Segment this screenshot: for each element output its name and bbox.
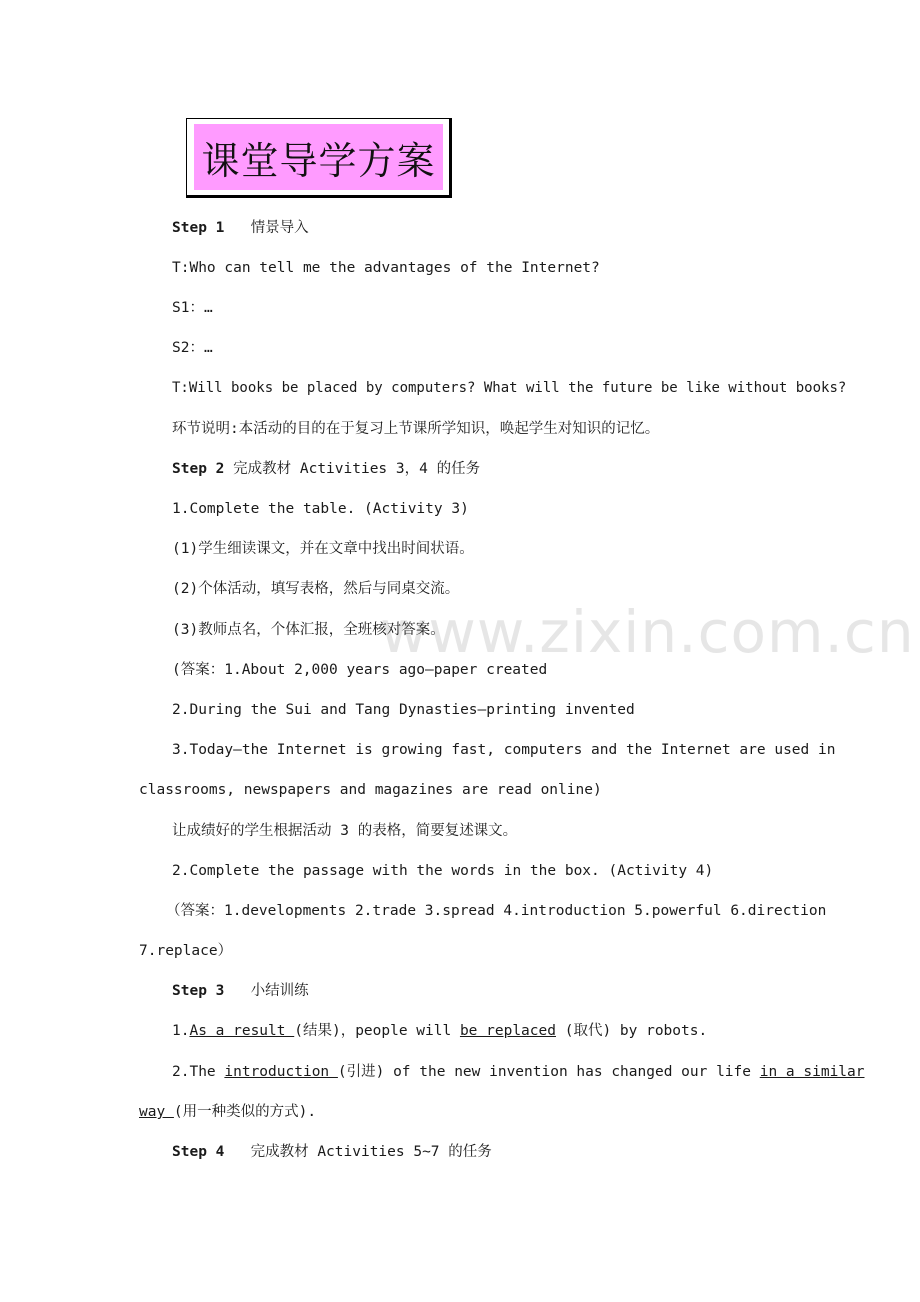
paragraph-line: (3)教师点名，个体汇报，全班核对答案。 <box>172 622 445 638</box>
exercise-2 <box>172 1062 865 1082</box>
step2-title: 完成教材 Activities 3，4 的任务 <box>233 461 481 477</box>
step4-title: 完成教材 Activities 5~7 的任务 <box>250 1144 492 1160</box>
step4-label: Step 4 <box>172 1144 225 1160</box>
answer-blank: introduction <box>224 1064 338 1080</box>
step2-label: Step 2 <box>172 461 225 477</box>
exercise-text: (结果)，people will <box>294 1023 460 1039</box>
paragraph-line: (2)个体活动，填写表格，然后与同桌交流。 <box>172 581 460 597</box>
step2-heading <box>172 459 480 479</box>
exercise-text: (引进) of the new invention has changed our life <box>337 1064 760 1080</box>
paragraph-line: （答案：1.developments 2.trade 3.spread 4.introduction 5.powerful 6.direction <box>166 903 827 919</box>
answer-blank: in a similar <box>759 1064 865 1080</box>
answer-blank: As a result <box>189 1023 295 1039</box>
exercise-text: (用一种类似的方式). <box>173 1104 317 1120</box>
step3-title: 小结训练 <box>250 983 309 999</box>
step3-label: Step 3 <box>172 983 225 999</box>
dialogue-line: S1：… <box>172 300 213 316</box>
dialogue-line: T:Who can tell me the advantages of the Internet? <box>172 260 600 276</box>
paragraph-line: 2.Complete the passage with the words in the box. (Activity 4) <box>172 863 714 879</box>
paragraph-line: 1.Complete the table. (Activity 3) <box>172 501 469 517</box>
step1-heading <box>172 218 309 238</box>
page-title: 课堂导学方案 <box>194 124 443 190</box>
paragraph-line: 7.replace） <box>139 943 233 959</box>
paragraph-line: 让成绩好的学生根据活动 3 的表格，简要复述课文。 <box>172 823 518 839</box>
watermark: www.zixin.com.cn <box>380 598 915 666</box>
dialogue-line: T:Will books be placed by computers? What will the future be like without books? <box>172 380 847 396</box>
exercise-text: (取代) by robots. <box>555 1023 708 1039</box>
exercise-1 <box>172 1021 707 1041</box>
section-note: 环节说明:本活动的目的在于复习上节课所学知识，唤起学生对知识的记忆。 <box>172 421 660 437</box>
exercise-2-continued <box>139 1102 316 1122</box>
paragraph-line: 3.Today—the Internet is growing fast, computers and the Internet are used in <box>172 742 836 758</box>
step1-title: 情景导入 <box>250 220 309 236</box>
answer-blank: way <box>139 1104 174 1120</box>
paragraph-line: classrooms, newspapers and magazines are read online) <box>139 782 602 798</box>
paragraph-line: (1)学生细读课文，并在文章中找出时间状语。 <box>172 541 474 557</box>
step1-label: Step 1 <box>172 220 225 236</box>
paragraph-line: (答案：1.About 2,000 years ago—paper created <box>172 662 548 678</box>
title-box <box>186 118 452 198</box>
step3-heading <box>172 981 309 1001</box>
exercise-number: 2.The <box>172 1064 225 1080</box>
exercise-number: 1. <box>172 1023 190 1039</box>
step4-heading <box>172 1142 492 1162</box>
answer-blank: be replaced <box>459 1023 556 1039</box>
paragraph-line: 2.During the Sui and Tang Dynasties—printing invented <box>172 702 635 718</box>
dialogue-line: S2：… <box>172 340 213 356</box>
